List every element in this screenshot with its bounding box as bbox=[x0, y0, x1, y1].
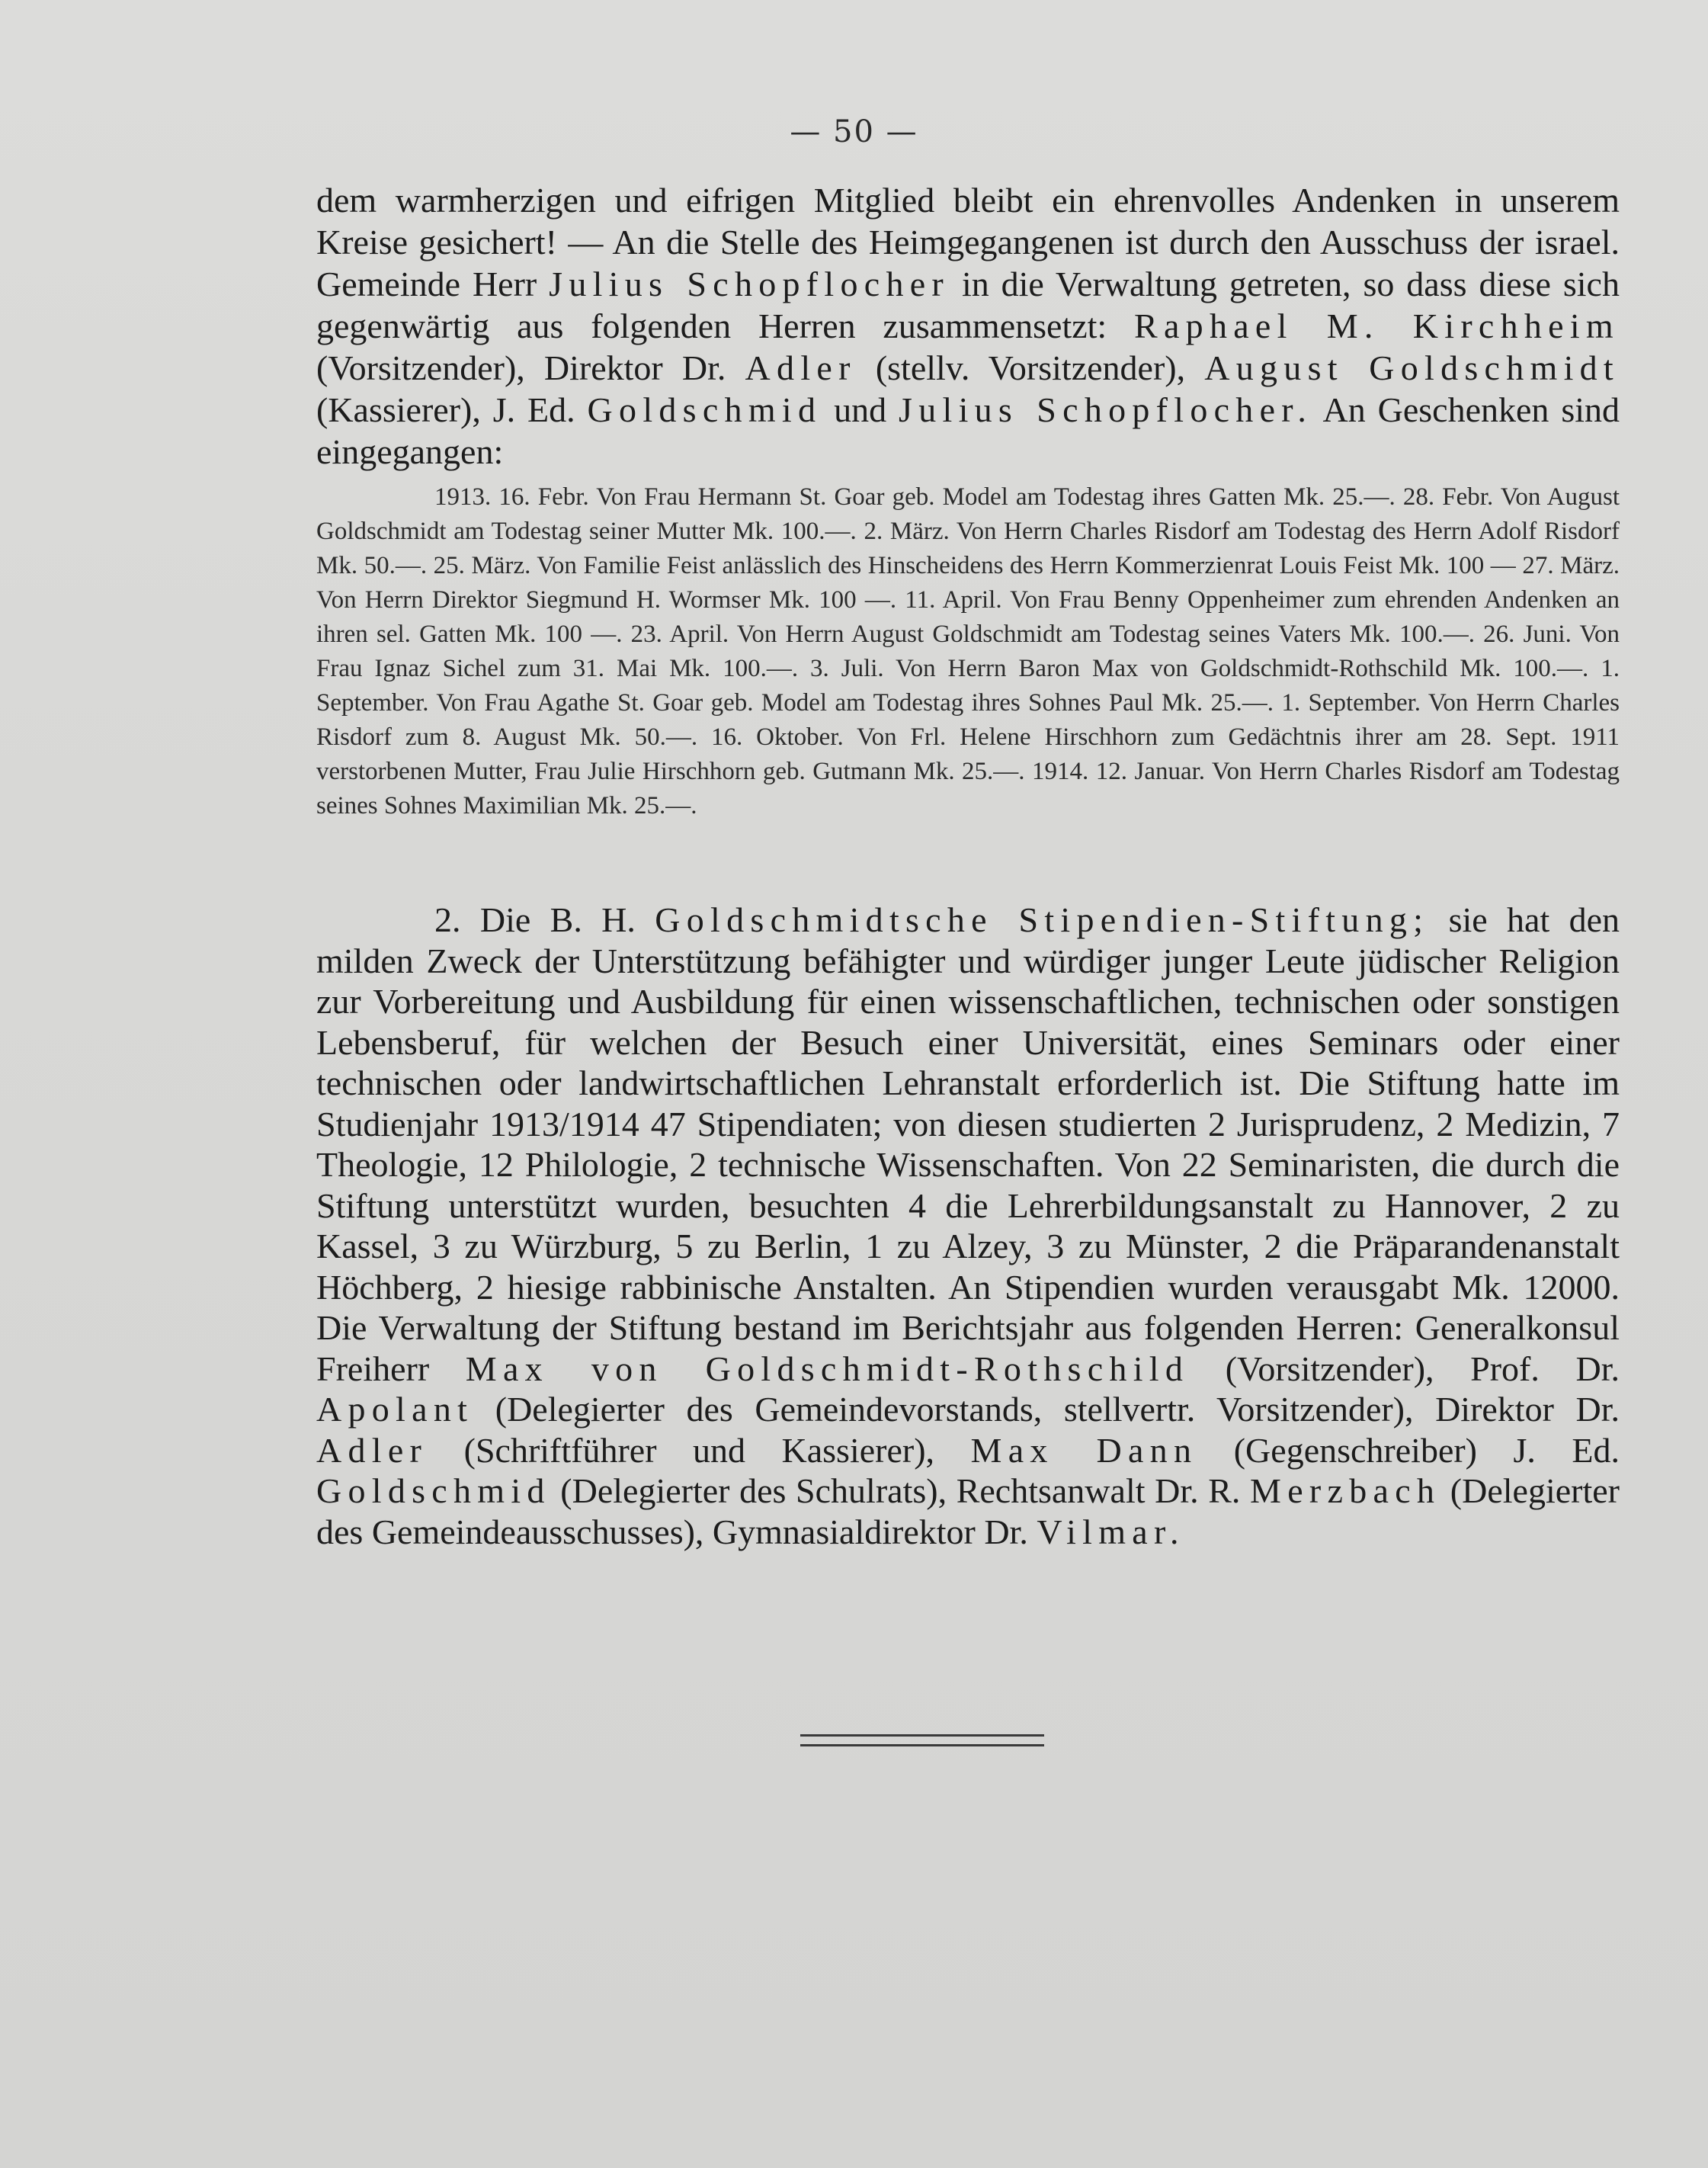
text-run: und bbox=[822, 390, 899, 429]
person-name: Adler bbox=[745, 348, 857, 387]
text-run: in die Verwaltung getreten, so dass diese sich gegenwärtig aus folgenden Herren zusammensetzt: bbox=[316, 265, 1620, 345]
person-name: Adler bbox=[316, 1430, 428, 1470]
person-name: Raphael M. Kirchheim bbox=[1134, 306, 1620, 345]
text-run: (Schriftführer und Kassierer), bbox=[428, 1430, 971, 1470]
person-name: Julius Schopflocher. bbox=[899, 390, 1313, 429]
text-run: (Delegierter des Gemeindevorstands, stellvertr. Vorsitzender), Direktor Dr. bbox=[473, 1390, 1620, 1429]
paragraph-committee bbox=[316, 179, 1620, 473]
paragraph-stipend-foundation bbox=[316, 900, 1620, 1552]
person-name: Merzbach bbox=[1250, 1471, 1441, 1510]
text-run: 2. Die B. H. bbox=[434, 900, 655, 939]
text-run: (stellv. Vorsitzender), bbox=[856, 348, 1205, 387]
person-name: Vilmar. bbox=[1037, 1512, 1185, 1551]
person-name: August Goldschmidt bbox=[1204, 348, 1620, 387]
text-run: (Vorsitzender), Prof. Dr. bbox=[1189, 1349, 1620, 1388]
person-name: Goldschmid bbox=[316, 1471, 551, 1510]
paragraph-donations: 1913. 16. Febr. Von Frau Hermann St. Goar geb. Model am Todestag ihres Gatten Mk. 25.—. 28. Febr. Von August Goldschmidt am Todestag seiner Mutter Mk. 100.—. 2. März. Von Herrn Charles Risdorf am Todestag des Herrn Adolf Risdorf Mk. 50.—. 25. März. Von Familie Feist anlässlich des Hinscheidens des Herrn Kommerzienrat Louis Feist Mk. 100 — 27. März. Von Herrn Direktor Siegmund H. Wormser Mk. 100 —. 11. April. Von Frau Benny Oppenheimer zum ehrenden Andenken an ihren sel. Gatten Mk. 100 —. 23. April. Von Herrn August Goldschmidt am Todestag seines Vaters Mk. 100.—. 26. Juni. Von Frau Ignaz Sichel zum 31. Mai Mk. 100.—. 3. Juli. Von Herrn Baron Max von Goldschmidt-Rothschild Mk. 100.—. 1. September. Von Frau Agathe St. Goar geb. Model am Todestag ihres Sohnes Paul Mk. 25.—. 1. September. Von Herrn Charles Risdorf zum 8. August Mk. 50.—. 16. Oktober. Von Frl. Helene Hirschhorn zum Gedächtnis ihrer am 28. Sept. 1911 verstorbenen Mutter, Frau Julie Hirschhorn geb. Gutmann Mk. 25.—. 1914. 12. Januar. Von Herrn Charles Risdorf am Todestag seines Sohnes Maximilian Mk. 25.—. bbox=[316, 483, 1620, 819]
text-run: sie hat den milden Zweck der Unterstützung befähigter und würdiger junger Leute jüdischer Religion zur Vorbereitung und Ausbildung für einen wissenschaftlichen, technischen oder sonstigen Lebensberuf, für welchen der Besuch einer Universität, eines Seminars oder einer technischen oder landwirtschaftlichen Lehranstalt erforderlich ist. Die Stiftung hatte im Studienjahr 1913/1914 47 Stipendiaten; von diesen studierten 2 Jurisprudenz, 2 Medizin, 7 Theologie, 12 Philologie, 2 technische Wissenschaften. Von 22 Seminaristen, die durch die Stiftung unterstützt wurden, besuchten 4 die Lehrerbildungsanstalt zu Hannover, 2 zu Kassel, 3 zu Würzburg, 5 zu Berlin, 1 zu Alzey, 3 zu Münster, 2 die Präparandenanstalt Höchberg, 2 hiesige rabbinische Anstalten. An Stipendien wurden verausgabt Mk. 12000. Die Verwaltung der Stiftung bestand im Berichtsjahr aus folgenden Herren: Generalkonsul Freiherr bbox=[316, 900, 1620, 1388]
person-name: Julius Schopflocher bbox=[549, 265, 950, 303]
text-run: dem warmherzigen und eifrigen Mitglied bleibt ein ehrenvolles Andenken in unserem Kreise gesichert! — An die Stelle des Heimgegangenen ist durch den Ausschuss der israel. Gemeinde Herr bbox=[316, 181, 1620, 303]
text-run: An Geschenken sind eingegangen: bbox=[316, 390, 1620, 471]
person-name: Apolant bbox=[316, 1390, 474, 1429]
text-run: (Delegierter des Schulrats), Rechtsanwalt Dr. R. bbox=[550, 1471, 1251, 1510]
text-run: (Kassierer), J. Ed. bbox=[316, 390, 588, 429]
text-run: (Delegierter des Gemeindeausschusses), Gymnasialdirektor Dr. bbox=[316, 1471, 1620, 1551]
person-name: Max Dann bbox=[970, 1430, 1198, 1470]
person-name: Goldschmid bbox=[587, 390, 822, 429]
foundation-name: Goldschmidtsche Stipendien-Stiftung; bbox=[655, 900, 1430, 939]
section-end-double-rule bbox=[800, 1734, 1044, 1746]
person-name: Max von Goldschmidt-Rothschild bbox=[465, 1349, 1190, 1388]
page-number: — 50 — bbox=[790, 114, 918, 149]
text-run: (Gegenschreiber) J. Ed. bbox=[1197, 1430, 1620, 1470]
text-run: (Vorsitzender), Direktor Dr. bbox=[316, 348, 745, 387]
